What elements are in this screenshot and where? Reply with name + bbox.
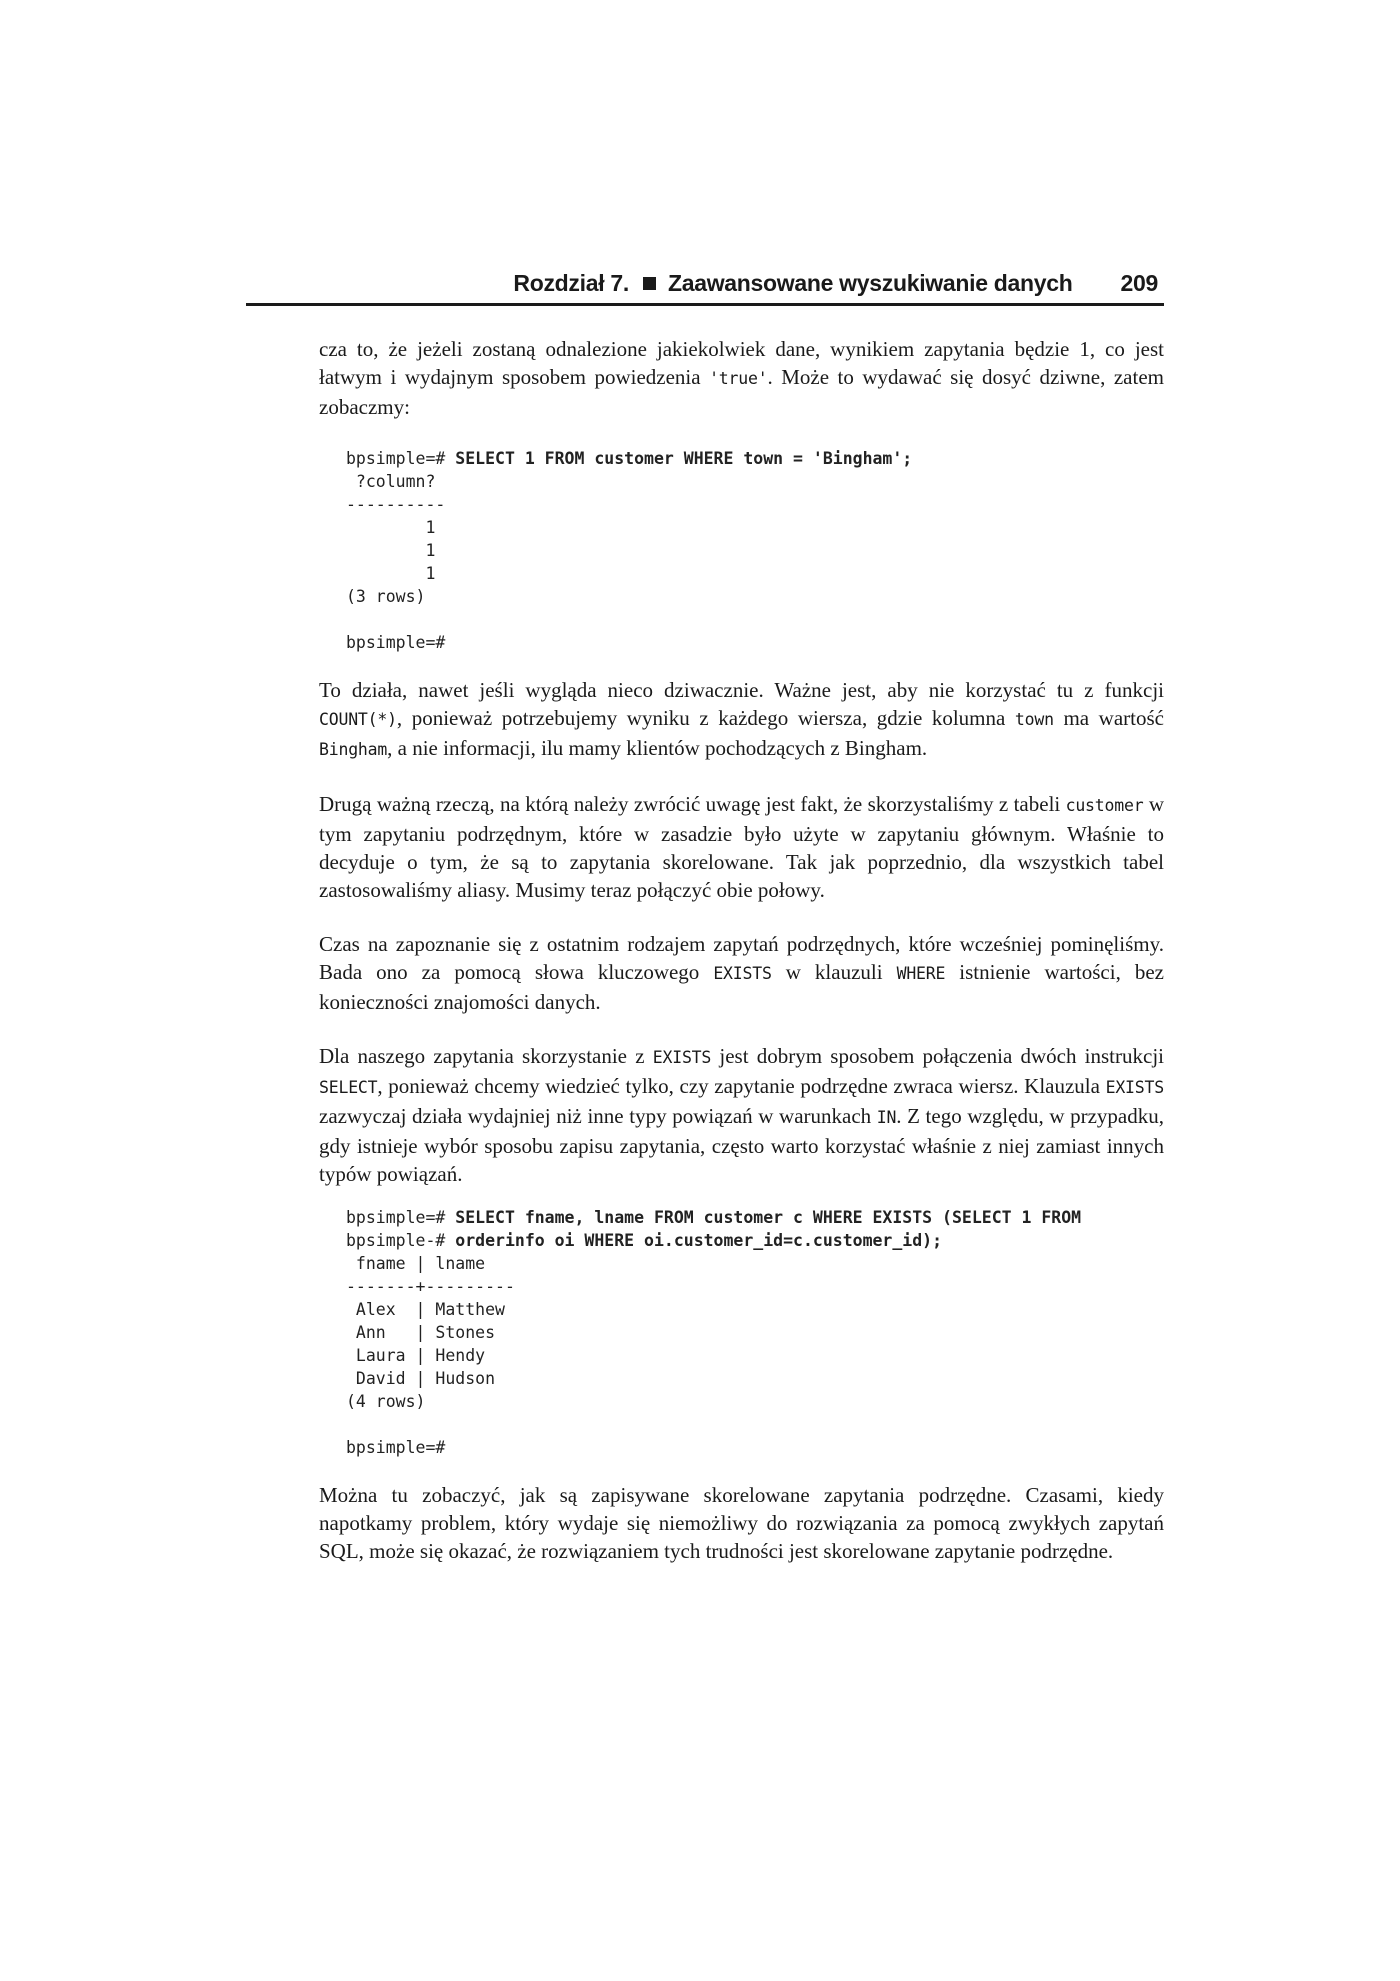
inline-code: SELECT (319, 1078, 378, 1097)
code-output-line: fname | lname (346, 1254, 486, 1273)
code-prompt: bpsimple=# (346, 1208, 456, 1227)
inline-code: EXISTS (652, 1048, 712, 1067)
code-block (346, 447, 1164, 654)
chapter-title: Zaawansowane wyszukiwanie danych (667, 270, 1073, 296)
code-output (346, 470, 1164, 654)
paragraph (319, 335, 1164, 421)
code-command: orderinfo oi WHERE oi.customer_id=c.customer_id); (455, 1231, 943, 1250)
text-run: To działa, nawet jeśli wygląda nieco dziwacznie. Ważne jest, aby nie korzystać tu z funkcji (319, 678, 1164, 702)
text-run: w klauzuli (771, 960, 897, 984)
code-command-line (346, 1206, 1164, 1229)
text-run: Drugą ważną rzeczą, na którą należy zwrócić uwagę jest fakt, że skorzystaliśmy z tabeli (319, 792, 1066, 816)
code-command-line (346, 447, 1164, 470)
inline-code: WHERE (896, 964, 946, 983)
inline-code: customer (1065, 796, 1144, 815)
code-command-line (346, 1229, 1164, 1252)
code-prompt: bpsimple=# (346, 449, 456, 468)
inline-code: Bingham (319, 740, 388, 759)
text-run: Można tu zobaczyć, jak są zapisywane skorelowane zapytania podrzędne. Czasami, kiedy napotkamy problem, który wydaje się niemożliwy do rozwiązania za pomocą zwykłych zapytań SQL, może się okazać, że rozwiązaniem tych trudności jest skorelowane zapytanie podrzędne. (319, 1483, 1164, 1563)
text-run: . Z tego względu, w przypadku, gdy istnieje wybór sposobu zapisu zapytania, często warto korzystać właśnie z niej zamiast innych typów powiązań. (319, 1104, 1164, 1186)
text-run: Dla naszego zapytania skorzystanie z (319, 1044, 653, 1068)
paragraph (319, 1481, 1164, 1565)
code-output (346, 1252, 1164, 1459)
text-run: zazwyczaj działa wydajniej niż inne typy powiązań w warunkach (319, 1104, 877, 1128)
code-output-line: 1 (346, 564, 436, 583)
code-output-line: ---------- (346, 495, 446, 514)
code-output-line (346, 1413, 1164, 1436)
paragraph (319, 1042, 1164, 1188)
text-run: ma wartość (1053, 706, 1164, 730)
text-run: , ponieważ potrzebujemy wyniku z każdego wiersza, gdzie kolumna (396, 706, 1015, 730)
running-header (246, 263, 1164, 306)
code-output-line: ?column? (346, 472, 436, 491)
inline-code: 'true' (709, 369, 768, 388)
code-output-line: bpsimple=# (346, 1438, 446, 1457)
code-output-line: (3 rows) (346, 587, 426, 606)
code-command: SELECT 1 FROM customer WHERE town = 'Bingham'; (455, 449, 913, 468)
code-output-line: David | Hudson (346, 1369, 496, 1388)
chapter-label: Rozdział 7. (513, 270, 629, 296)
inline-code: EXISTS (1105, 1078, 1164, 1097)
text-run: , a nie informacji, ilu mamy klientów pochodzących z Bingham. (387, 736, 928, 760)
inline-code: town (1014, 710, 1054, 729)
paragraph (319, 676, 1164, 764)
text-run: jest dobrym sposobem połączenia dwóch instrukcji (711, 1044, 1164, 1068)
page-number: 209 (1120, 270, 1158, 296)
page-body (319, 335, 1164, 1591)
code-output-line: (4 rows) (346, 1392, 426, 1411)
code-output-line: 1 (346, 541, 436, 560)
code-output-line: -------+--------- (346, 1277, 515, 1296)
text-run: . Może to wydawać się dosyć dziwne, zatem zobaczmy: (319, 365, 1164, 419)
inline-code: IN (876, 1108, 897, 1127)
code-command: SELECT fname, lname FROM customer c WHERE EXISTS (SELECT 1 FROM (455, 1208, 1082, 1227)
code-prompt: bpsimple-# (346, 1231, 456, 1250)
text-run: istnienie wartości, bez konieczności znajomości danych. (319, 960, 1164, 1014)
square-bullet-icon (643, 277, 656, 290)
header-text (513, 270, 1164, 303)
text-run: cza to, że jeżeli zostaną odnalezione jakiekolwiek dane, wynikiem zapytania będzie 1, co jest łatwym i wydajnym sposobem powiedzenia (319, 337, 1164, 389)
text-run: Czas na zapoznanie się z ostatnim rodzajem zapytań podrzędnych, które wcześniej pominęliśmy. Bada ono za pomocą słowa kluczowego (319, 932, 1164, 984)
code-output-line (346, 608, 1164, 631)
text-run: w tym zapytaniu podrzędnym, które w zasadzie było użyte w zapytaniu głównym. Właśnie to decyduje o tym, że są to zapytania skorelowane. Tak jak poprzednio, dla wszystkich tabel zastosowaliśmy aliasy. Musimy teraz połączyć obie połowy. (319, 792, 1164, 902)
inline-code: COUNT(*) (319, 710, 397, 729)
code-output-line: bpsimple=# (346, 633, 446, 652)
code-output-line: Alex | Matthew (346, 1300, 505, 1319)
paragraph (319, 930, 1164, 1016)
code-output-line: Laura | Hendy (346, 1346, 486, 1365)
code-output-line: Ann | Stones (346, 1323, 496, 1342)
inline-code: EXISTS (713, 964, 772, 983)
code-output-line: 1 (346, 518, 436, 537)
paragraph (319, 790, 1164, 904)
code-block (346, 1206, 1164, 1459)
text-run: , ponieważ chcemy wiedzieć tylko, czy zapytanie podrzędne zwraca wiersz. Klauzula (377, 1074, 1106, 1098)
